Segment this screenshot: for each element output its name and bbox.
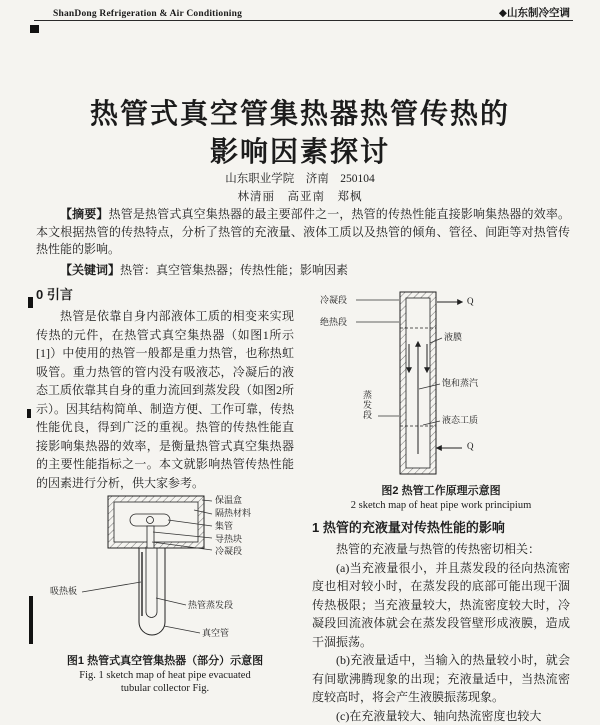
section1-heading: 1 热管的充液量对传热性能的影响 <box>312 519 570 537</box>
label-q-bottom: Q <box>467 441 474 451</box>
keywords-text: 热管：真空管集热器；传热性能；影响因素 <box>120 263 348 277</box>
label-insulation-material: 隔热材料 <box>215 508 251 518</box>
journal-name-chinese: ◆山东制冷空调 <box>499 5 570 20</box>
scan-artifact-corner <box>30 25 39 33</box>
scan-artifact-2 <box>27 409 31 418</box>
section0-body: 热管是依靠自身内部液体工质的相变来实现传热的元件，在热管式真空集热器（如图1所示[1]）中使用的热管一般都是重力热管，也称热虹吸管。重力热管的管内没有吸液芯，冷凝后的液态工质依靠其自身的重力流回到蒸发段（如图2所示）。因其结构简单、制造方便、工作可靠，传热性能优良，得到广泛的重视。热管的传热性能直接影响集热器的效率，是衡量热管式真空集热器的主要性能指标之一。本文就影响热管传热性能的因素进行分析，供大家参考。 <box>36 307 294 492</box>
figure2-canvas <box>312 286 570 482</box>
section1-para-b: (b)充液量适中，当输入的热量较小时，就会有间歇沸腾现象的出现；充液量适中，当热流密度较高时，将会产生液膜振荡现象。 <box>312 651 570 707</box>
label-evaporator-section: 热管蒸发段 <box>188 600 233 610</box>
figure2-caption-cn: 图2 热管工作原理示意图 <box>312 484 570 499</box>
section1-para-c: (c)在充液量较大、轴向热流密度也较大 <box>312 707 570 725</box>
figure2-caption-en: 2 sketch map of heat pipe work principium <box>312 499 570 512</box>
abstract-label: 【摘要】 <box>60 207 109 221</box>
label-vacuum-tube: 真空管 <box>202 628 229 638</box>
vacuum-tube-shape <box>139 548 165 635</box>
section0-heading: 0 引言 <box>36 286 294 304</box>
label-manifold: 集管 <box>215 521 233 531</box>
left-column <box>36 286 294 725</box>
label-absorber-plate: 吸热板 <box>50 586 77 596</box>
masthead <box>53 5 570 20</box>
abstract-text: 热管是热管式真空集热器的最主要部件之一，热管的传热性能直接影响集热器的效率。本文根据热管的传热特点，分析了热管的充液量、液体工质以及热管的倾角、管径、间距等对热管传热性能的影响。 <box>36 207 570 256</box>
scan-artifact-3 <box>29 596 33 644</box>
collector-box <box>108 496 204 548</box>
label-liquid-film: 液膜 <box>444 332 462 342</box>
label-insulation-box: 保温盒 <box>215 495 242 505</box>
label-condenser-section: 冷凝段 <box>215 546 242 556</box>
label-heat-conduction-block: 导热块 <box>215 534 242 544</box>
two-column-body <box>36 286 570 725</box>
label-condenser: 冷凝段 <box>320 295 347 305</box>
figure1-caption-en-line2: tubular collector Fig. <box>36 682 294 695</box>
figure1-canvas <box>36 494 294 652</box>
header-rule <box>34 20 573 21</box>
section1-para-a: (a)当充液量很小，并且蒸发段的径向热流密度也相对较小时，在蒸发段的底部可能出现干涸传热极限；当充液量较大，热流密度较大时，冷凝段回流液体就会在蒸发段管壁形成液膜，造成干涸振荡。 <box>312 559 570 652</box>
authors: 林清丽 高亚南 郑枫 <box>0 188 600 204</box>
section1-intro: 热管的充液量与热管的传热密切相关： <box>312 540 570 559</box>
label-adiabatic: 绝热段 <box>320 317 347 327</box>
right-column <box>312 286 570 725</box>
label-evaporator: 蒸发段 <box>362 390 372 420</box>
label-q-top: Q <box>467 296 474 306</box>
label-liquid-working-medium: 液态工质 <box>442 415 478 425</box>
figure-2 <box>312 286 570 512</box>
paper-title <box>0 95 600 171</box>
front-matter <box>36 206 570 279</box>
paper-title-line2: 影响因素探讨 <box>0 133 600 171</box>
figure1-caption-en-line1: Fig. 1 sketch map of heat pipe evacuated <box>36 669 294 682</box>
figure1-drawing <box>36 494 294 652</box>
scan-artifact-1 <box>28 297 33 308</box>
keywords <box>36 262 570 280</box>
abstract <box>36 206 570 259</box>
figure-1 <box>36 494 294 695</box>
affiliation: 山东职业学院 济南 250104 <box>0 170 600 186</box>
figure2-drawing <box>312 286 570 482</box>
label-saturated-vapor: 饱和蒸汽 <box>442 378 478 388</box>
keywords-label: 【关键词】 <box>60 263 120 277</box>
figure1-caption-cn: 图1 热管式真空管集热器（部分）示意图 <box>36 654 294 669</box>
journal-name-english: ShanDong Refrigeration & Air Conditioning <box>53 9 242 19</box>
paper-title-line1: 热管式真空管集热器热管传热的 <box>0 95 600 133</box>
